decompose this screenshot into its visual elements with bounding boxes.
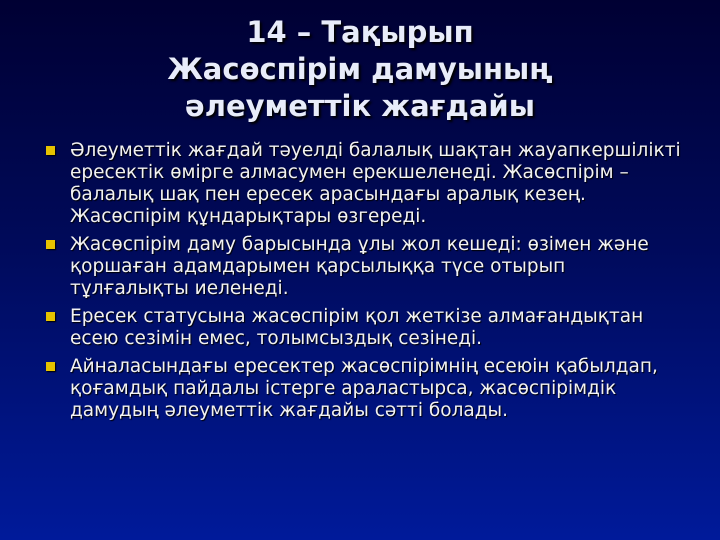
bullet-text-3: Ересек статусына жасөспірім қол жеткізе алмағандықтан есею сезімін емес, толымсыздық сезінеді.	[70, 306, 644, 349]
bullet-text-2: Жасөспірім даму барысында ұлы жол кешеді: өзімен және қоршаған адамдарымен қарсылыққа түсе отырып тұлғалықты иеленеді.	[70, 234, 649, 299]
bullet-list	[44, 140, 684, 428]
bullet-text-4: Айналасындағы ересектер жасөспірімнің есеюін қабылдап, қоғамдық пайдалы істерге араластырса, жасөспірімдік дамудың әлеуметтік жағдайы сәтті болады.	[70, 356, 658, 421]
bullet-text-1: Әлеуметтік жағдай тәуелді балалық шақтан жауапкершілікті ересектік өмірге алмасумен ерекшеленеді. Жасөспірім – балалық шақ пен ересек арасындағы аралық кезең. Жасөспірім құндарықтары өзгереді.	[70, 140, 681, 227]
square-bullet-icon	[46, 240, 55, 249]
square-bullet-icon	[46, 362, 55, 371]
slide-title	[0, 14, 720, 125]
square-bullet-icon	[46, 146, 55, 155]
bullet-item-1	[44, 140, 684, 228]
square-bullet-icon	[46, 312, 55, 321]
bullet-item-4	[44, 356, 684, 422]
title-line-3: әлеуметтік жағдайы	[185, 89, 535, 123]
bullet-item-2	[44, 234, 684, 300]
title-line-1: 14 – Тақырып	[246, 15, 474, 49]
title-line-2: Жасөспірім дамуының	[167, 52, 553, 86]
bullet-item-3	[44, 306, 684, 350]
